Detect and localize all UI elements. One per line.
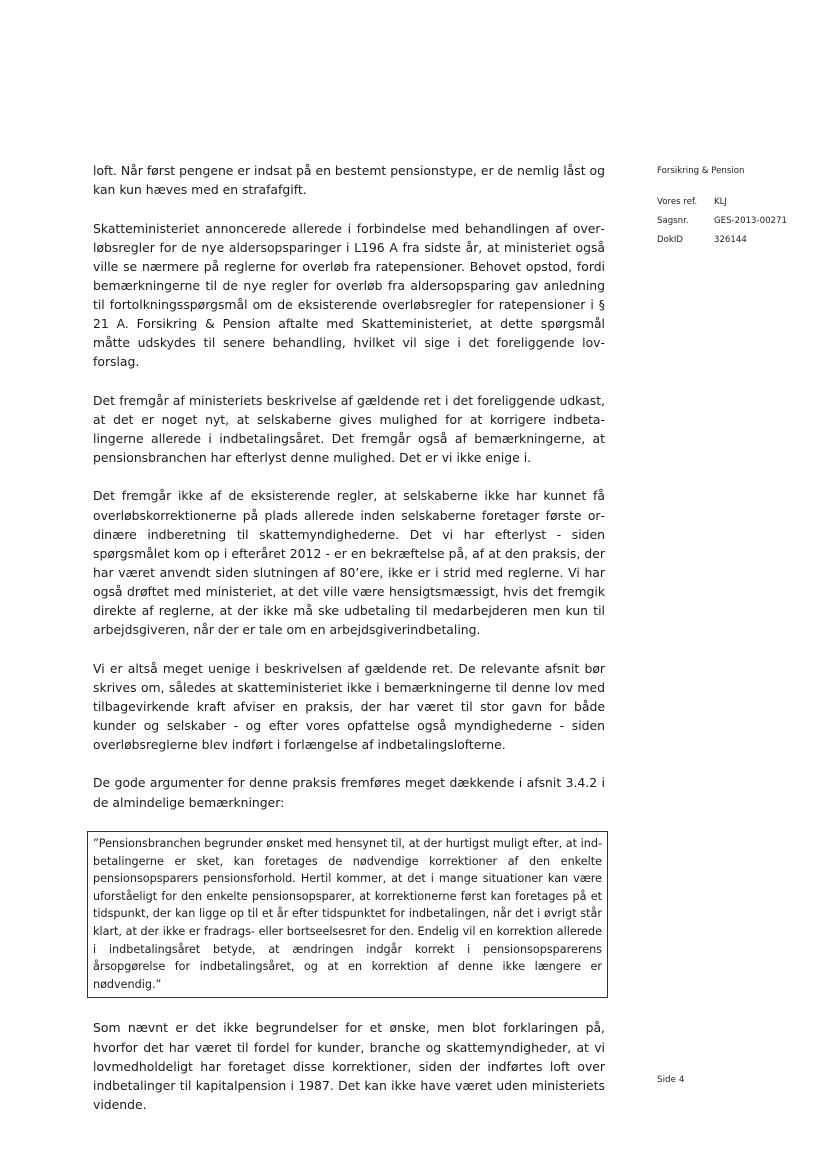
document-metadata	[657, 166, 787, 250]
meta-label: DokID	[657, 235, 684, 245]
letter-body	[93, 161, 605, 1133]
quote-text: ”Pensionsbranchen begrunder ønsket med hensynet til, at der hurtigst muligt efter, at indbetalingerne er sket, kan foretages de nødvendige korrektioner af den enkelte pensionsopsparers pensionsforhold. Hertil kommer, at det i mange situationer kan være uforståeligt for den enkelte pensionsopsparer, at korrektionerne først kan foretages på et tidspunkt, der kan ligge op til et år efter tidspunktet for indbetalingen, når det i øvrigt står klart, at der ikke er fradrags- eller bortseelsesret for den. Endelig vil en korrektion allerede i indbetalingsåret betyde, at ændringen indgår korrekt i pensionsopsparerens årsopgørelse for indbetalingsåret, og at en korrektion af denne ikke længere er nødvendig.”	[93, 837, 602, 991]
meta-row-docid	[657, 231, 787, 250]
quote-box	[87, 831, 608, 998]
sender-organization: Forsikring & Pension	[657, 166, 745, 176]
meta-value: KLJ	[714, 197, 727, 207]
meta-value: 326144	[714, 235, 747, 245]
meta-value: GES-2013-00271	[714, 216, 787, 226]
meta-row-case	[657, 212, 787, 231]
page-number: Side 4	[657, 1075, 685, 1085]
paragraph: Som nævnt er det ikke begrundelser for et ønske, men blot forklaringen på, hvorfor det har været til fordel for kunder, branche og skattemyndigheder, at vi lovmedholdeligt har foretaget disse korrektioner, siden der indførtes loft over indbetalinger til kapitalpension i 1987. Det kan ikke have været uden ministeriets vidende.	[93, 1020, 605, 1112]
meta-label: Vores ref.	[657, 197, 698, 207]
paragraph: De gode argumenter for denne praksis fremføres meget dækkende i afsnit 3.4.2 i de almindelige bemærkninger:	[93, 775, 605, 810]
paragraph: loft. Når først pengene er indsat på en bestemt pensionstype, er de nemlig låst og kan kun hæves med en strafafgift.	[93, 163, 605, 198]
paragraph: Det fremgår ikke af de eksisterende regler, at selskaberne ikke har kunnet få overløbskorrektionerne på plads allerede inden selskaberne foretager første ordinære indberetning til skattemyndighederne. Det vi har efterlyst - siden spørgsmålet kom op i efteråret 2012 - er en bekræftelse på, af at den praksis, der har været anvendt siden slutningen af 80’ere, ikke er i strid med reglerne. Vi har også drøftet med ministeriet, at det ville være hensigtsmæssigt, hvis det fremgik direkte af reglerne, at der ikke må ske udbetaling til medarbejderen men kun til arbejdsgiveren, når der er tale om en arbejdsgiverindbetaling.	[93, 488, 605, 638]
paragraph: Vi er altså meget uenige i beskrivelsen af gældende ret. De relevante afsnit bør skrives om, således at skatteministeriet ikke i bemærkningerne til denne lov med tilbagevirkende kraft afviser en praksis, der har været til stor gavn for både kunder og selskaber - og efter vores opfattelse også myndighederne - siden overløbsreglerne blev indført i forlængelse af indbetalingslofterne.	[93, 660, 605, 752]
meta-row-ref	[657, 193, 787, 212]
meta-label: Sagsnr.	[657, 216, 689, 226]
paragraph: Det fremgår af ministeriets beskrivelse af gældende ret i det foreliggende udkast, at det er noget nyt, at selskaberne gives mulighed for at korrigere indbetalingerne allerede i indbetalingsåret. Det fremgår også af bemærkningerne, at pensionsbranchen har efterlyst denne mulighed. Det er vi ikke enige i.	[93, 392, 605, 465]
paragraph: Skatteministeriet annoncerede allerede i forbindelse med behandlingen af overløbsregler for de nye aldersopsparinger i L196 A fra sidste år, at ministeriet også ville se nærmere på reglerne for overløb fra ratepensioner. Behovet opstod, fordi bemærkningerne til de nye regler for overløb fra aldersopsparing gav anledning til fortolkningsspørgsmål om de eksisterende overløbsregler for ratepensioner i § 21 A. Forsikring & Pension aftalte med Skatteministeriet, at dette spørgsmål måtte udskydes til senere behandling, hvilket vil sige i det foreliggende lovforslag.	[93, 220, 605, 370]
